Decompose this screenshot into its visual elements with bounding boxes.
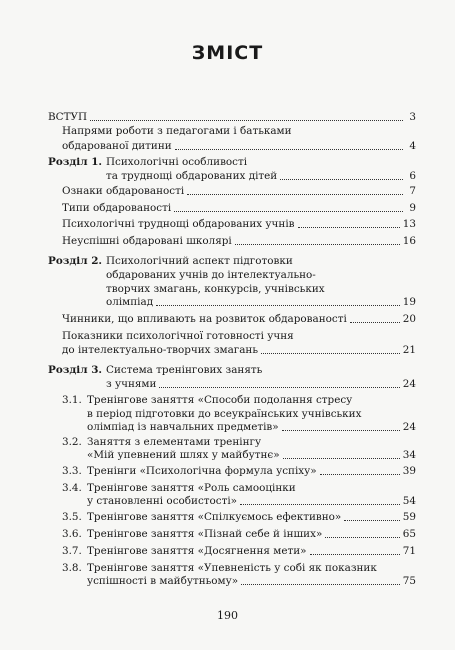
section-label: Розділ 1. [48, 156, 103, 168]
toc-entry-3-2-cont[interactable]: «Мій упевнений шлях у майбутнє» 34 [87, 449, 416, 461]
subsection-number: 3.5. [62, 511, 82, 523]
toc-entry-3-2[interactable]: Заняття з елементами тренінгу [87, 436, 262, 448]
toc-entry-chynnyky[interactable]: Чинники, що впливають на розвиток обдарованості 20 [62, 313, 416, 325]
toc-entry-r2-cont[interactable]: олімпіад 19 [106, 296, 416, 308]
toc-entry-oznaky[interactable]: Ознаки обдарованості 7 [62, 185, 416, 197]
section-label: Розділ 2. [48, 255, 103, 267]
toc-entry-trudnoshchi[interactable]: Психологічні труднощі обдарованих учнів 13 [62, 218, 416, 230]
toc-entry-pokaznyky-cont[interactable]: до інтелектуально-творчих змагань 21 [62, 344, 416, 356]
toc-entry-r2-cont[interactable]: обдарованих учнів до інтелектуально- [106, 269, 316, 281]
subsection-number: 3.2. [62, 436, 82, 448]
toc-entry-vstup[interactable]: ВСТУП 3 [48, 111, 416, 123]
toc-entry-r2-cont[interactable]: творчих змагань, конкурсів, учнівських [106, 283, 325, 295]
toc-entry-3-1-cont[interactable]: в період підготовки до всеукраїнських учнівських [87, 408, 362, 420]
toc-entry-3-4-cont[interactable]: у становленні особистості» 54 [87, 495, 416, 507]
subsection-number: 3.1. [62, 394, 82, 406]
toc-entry-3-8[interactable]: Тренінгове заняття «Упевненість у собі як показник [87, 562, 377, 574]
toc-entry-r1-cont[interactable]: та труднощі обдарованих дітей 6 [106, 170, 416, 182]
toc-entry-3-6[interactable]: Тренінгове заняття «Пізнай себе й інших» 65 [87, 528, 416, 540]
toc-entry-3-8-cont[interactable]: успішності в майбутньому» 75 [87, 575, 416, 587]
toc-entry-typy[interactable]: Типи обдарованості 9 [62, 202, 416, 214]
toc-entry-3-4[interactable]: Тренінгове заняття «Роль самооцінки [87, 482, 296, 494]
toc-entry-pokaznyky[interactable]: Показники психологічної готовності учня [62, 330, 294, 342]
toc-entry-3-3[interactable]: Тренінги «Психологічна формула успіху» 39 [87, 465, 416, 477]
toc-entry-3-1[interactable]: Тренінгове заняття «Способи подолання стресу [87, 394, 353, 406]
toc-entry-3-5[interactable]: Тренінгове заняття «Спілкуємось ефективно» 59 [87, 511, 416, 523]
section-label: Розділ 3. [48, 364, 103, 376]
toc-entry-r2[interactable]: Психологічний аспект підготовки [106, 255, 293, 267]
toc-entry-r3[interactable]: Система тренінгових занять [106, 364, 263, 376]
toc-entry-3-7[interactable]: Тренінгове заняття «Досягнення мети» 71 [87, 545, 416, 557]
subsection-number: 3.3. [62, 465, 82, 477]
page-number: 190 [217, 609, 238, 622]
toc-entry-r3-cont[interactable]: з учнями 24 [106, 378, 416, 390]
toc-page-number: 3 [409, 111, 416, 123]
toc-entry-napriamy-cont[interactable]: обдарованої дитини 4 [62, 140, 416, 152]
toc-entry-r1[interactable]: Психологічні особливості [106, 156, 248, 168]
subsection-number: 3.8. [62, 562, 82, 574]
toc-entry-napriamy[interactable]: Напрями роботи з педагогами і батьками [62, 125, 292, 137]
toc-entry-3-1-cont[interactable]: олімпіад із навчальних предметів» 24 [87, 421, 416, 433]
subsection-number: 3.7. [62, 545, 82, 557]
subsection-number: 3.4. [62, 482, 82, 494]
toc-entry-neuspishni[interactable]: Неуспішні обдаровані школярі 16 [62, 235, 416, 247]
page-title: ЗМІСТ [191, 42, 264, 64]
subsection-number: 3.6. [62, 528, 82, 540]
